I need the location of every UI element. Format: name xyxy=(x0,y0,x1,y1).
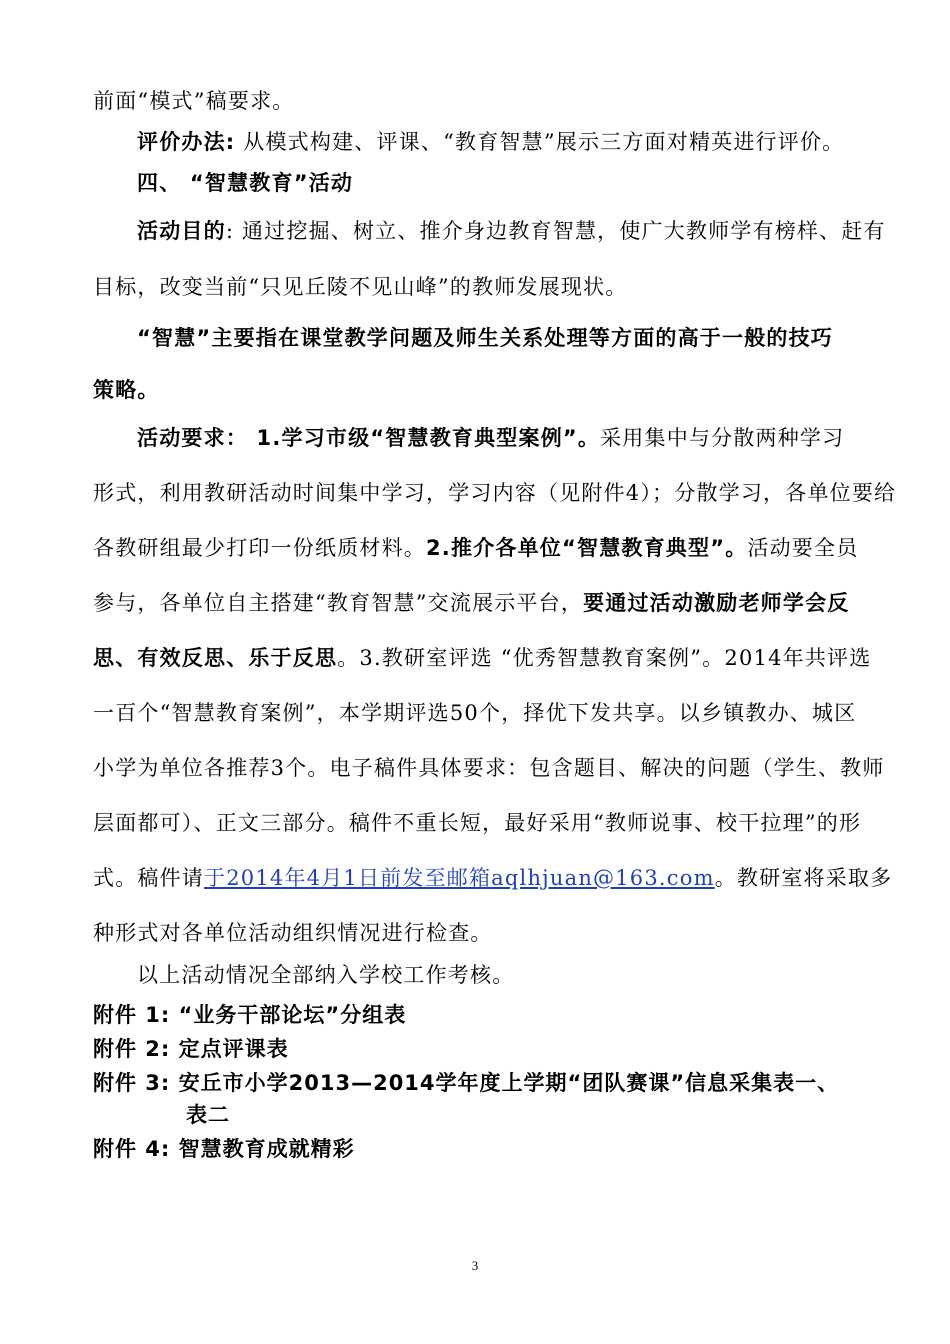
bold-paragraph: “智慧”主要指在课堂教学问题及师生关系处理等方面的高于一般的技巧 xyxy=(137,326,834,350)
text-span: 活动要全员 xyxy=(747,536,859,560)
text-line xyxy=(93,863,893,893)
activity-purpose-text: : 通过挖掘、树立、推介身边教育智慧，使广大教师学有榜样、赶有 xyxy=(225,219,886,243)
evaluation-method-label: 评价办法: xyxy=(137,130,236,154)
attachment-4: 附件 4: 智慧教育成就精彩 xyxy=(93,1137,355,1161)
text-line: 以上活动情况全部纳入学校工作考核。 xyxy=(137,963,515,987)
bold-paragraph: 策略。 xyxy=(93,378,160,402)
evaluation-method-text: 从模式构建、评课、“教育智慧”展示三方面对精英进行评价。 xyxy=(235,130,845,154)
text-line xyxy=(137,216,907,246)
text-span: 。教研室将采取多 xyxy=(714,866,893,890)
section-heading: 四、 “智慧教育”活动 xyxy=(137,171,354,195)
text-line: 层面都可）、正文三部分。稿件不重长短，最好采用“教师说事、校干拉理”的形 xyxy=(93,811,862,835)
text-line: 形式，利用教研活动时间集中学习，学习内容（见附件4）；分散学习，各单位要给 xyxy=(93,481,897,505)
text-span: 各教研组最少打印一份纸质材料。 xyxy=(93,536,426,560)
text-span: 参与，各单位自主搭建“教育智慧”交流展示平台， xyxy=(93,591,584,615)
text-line xyxy=(93,643,872,673)
attachment-3: 附件 3: 安丘市小学2013—2014学年度上学期“团队赛课”信息采集表一、 xyxy=(93,1071,840,1095)
text-line xyxy=(137,423,907,453)
email-link[interactable]: 于2014年4月1日前发至邮箱aqlhjuan@163.com xyxy=(204,866,715,890)
text-span: 式。稿件请 xyxy=(93,866,204,890)
attachment-1: 附件 1: “业务干部论坛”分组表 xyxy=(93,1003,407,1027)
text-line: 种形式对各单位活动组织情况进行检查。 xyxy=(93,921,493,945)
bold-span: 思、有效反思、乐于反思 xyxy=(93,646,338,670)
bold-span: 要通过活动激励老师学会反 xyxy=(583,591,850,615)
activity-purpose-label: 活动目的 xyxy=(137,219,226,243)
attachment-3-continued: 表二 xyxy=(186,1103,230,1127)
text-span: 采用集中与分散两种学习 xyxy=(600,426,845,450)
bold-span: 2.推介各单位“智慧教育典型”。 xyxy=(426,536,748,560)
text-line: 前面“模式”稿要求。 xyxy=(93,89,295,113)
text-line: 目标，改变当前“只见丘陵不见山峰”的教师发展现状。 xyxy=(93,275,628,299)
text-line xyxy=(93,588,863,618)
attachment-2: 附件 2: 定点评课表 xyxy=(93,1037,289,1061)
text-line: 小学为单位各推荐3个。电子稿件具体要求：包含题目、解决的问题（学生、教师 xyxy=(93,756,885,780)
activity-requirements-label: 活动要求： 1.学习市级“智慧教育典型案例”。 xyxy=(137,426,601,450)
text-span: 。3.教研室评选 “优秀智慧教育案例”。2014年共评选 xyxy=(337,646,872,670)
page-number: 3 xyxy=(471,1258,479,1273)
text-line xyxy=(137,127,907,157)
text-line xyxy=(93,533,863,563)
text-line: 一百个“智慧教育案例”，本学期评选50个，择优下发共享。以乡镇教办、城区 xyxy=(93,701,857,725)
